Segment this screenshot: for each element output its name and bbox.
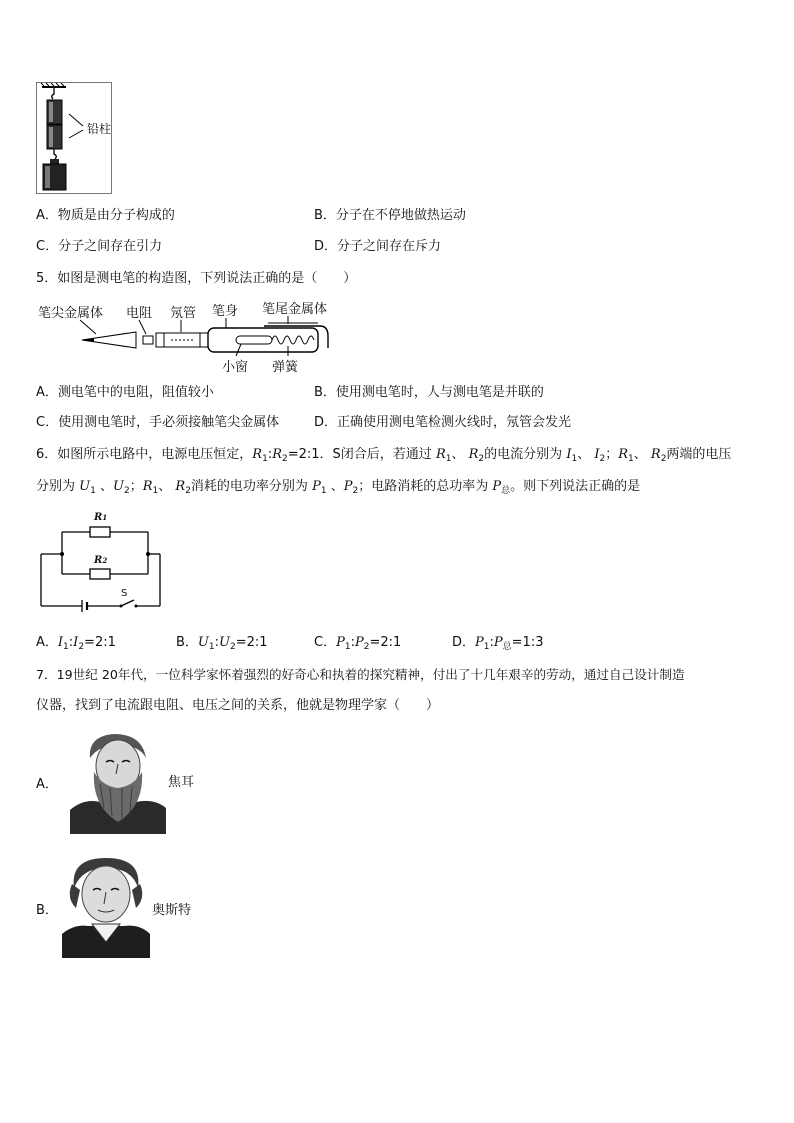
pen-spring-label: 弹簧	[272, 360, 299, 375]
pen-window-label: 小窗	[222, 360, 249, 375]
lead-cylinder-label: 铅柱	[87, 122, 112, 136]
circuit-r1-label: R1	[94, 512, 108, 523]
circuit-figure	[38, 512, 164, 616]
q7-option-b-name: 奥斯特	[152, 903, 192, 918]
oersted-portrait-image	[62, 854, 150, 958]
pen-body-label: 笔身	[212, 304, 239, 319]
q5-stem: 5．如图是测电笔的构造图，下列说法正确的是（ ）	[36, 271, 357, 286]
oersted-portrait	[62, 854, 150, 958]
pen-tip-label: 笔尖金属体	[38, 306, 104, 321]
joule-portrait-image	[70, 728, 166, 834]
q4-option-c: C．分子之间存在引力	[36, 239, 163, 254]
q7-option-a-letter: A．	[36, 777, 58, 792]
q4-option-d: D．分子之间存在斥力	[314, 239, 442, 254]
q7-option-b-letter: B．	[36, 903, 58, 918]
lead-cylinder-diagram	[36, 82, 112, 194]
test-pen-figure	[36, 296, 346, 376]
lead-cylinder-figure	[36, 82, 112, 194]
q6-option-d: D．$P_1:P_总=1:3$	[452, 635, 544, 652]
q6-option-b: B．$U_1:U_2=2:1$	[176, 635, 268, 652]
circuit-switch-label: S	[121, 588, 128, 599]
q7-stem-line1: 7．19世纪 20年代，一位科学家怀着强烈的好奇心和执着的探究精神，付出了十几年艰辛的劳动，通过自己设计制造	[36, 667, 685, 682]
q5-option-a: A．测电笔中的电阻，阻值较小	[36, 385, 214, 400]
pen-tail-label: 笔尾金属体	[262, 302, 328, 317]
q7-option-a-name: 焦耳	[168, 775, 195, 790]
q5-option-d: D．正确使用测电笔检测火线时，氖管会发光	[314, 415, 572, 430]
q5-option-c: C．使用测电笔时，手必须接触笔尖金属体	[36, 415, 280, 430]
pen-neon-label: 氖管	[170, 306, 197, 321]
q6-stem-line1: 6．如图所示电路中，电源电压恒定，$R_1:R_2=2:1$．S闭合后，若通过 $R_1$、 $R_2$的电流分别为 $I_1$、 $I_2$；$R_1$、 $R_2$两端的电压	[36, 447, 732, 464]
pen-resistor-label: 电阻	[126, 306, 153, 321]
q5-option-b: B．使用测电笔时，人与测电笔是并联的	[314, 385, 544, 400]
circuit-r2-label: R2	[94, 555, 108, 566]
q6-option-c: C．$P_1:P_2=2:1$	[314, 635, 402, 652]
q4-option-a: A．物质是由分子构成的	[36, 208, 175, 223]
q6-option-a: A．$I_1:I_2=2:1$	[36, 635, 116, 652]
q4-option-b: B．分子在不停地做热运动	[314, 208, 466, 223]
joule-portrait	[70, 728, 166, 834]
q6-stem-line2: 分别为 $U_1$ 、$U_2$；$R_1$、 $R_2$消耗的电功率分别为 $P_1$ 、$P_2$；电路消耗的总功率为 $P_总$。则下列说法正确的是	[36, 479, 641, 496]
q7-stem-line2: 仪器，找到了电流跟电阻、电压之间的关系，他就是物理学家（ ）	[36, 698, 440, 713]
